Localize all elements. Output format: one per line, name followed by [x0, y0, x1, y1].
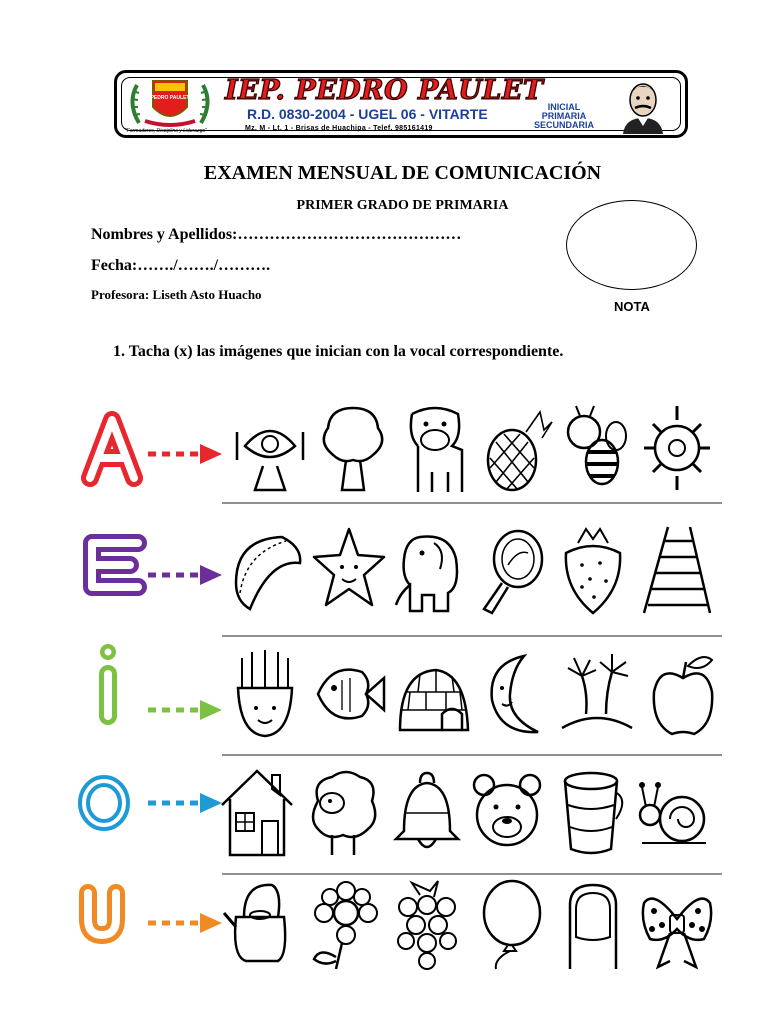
- flower-picture[interactable]: [306, 877, 380, 971]
- school-crest-logo: [125, 77, 215, 129]
- igloo-picture[interactable]: [396, 648, 470, 742]
- vowel-row-e: [0, 515, 768, 630]
- vowel-row-u: [0, 875, 768, 990]
- kettle-picture[interactable]: [222, 877, 296, 971]
- bucket-picture[interactable]: [554, 765, 628, 859]
- school-resolution: R.D. 0830-2004 - UGEL 06 - VITARTE: [247, 106, 488, 122]
- crest-text: PEDRO PAULET: [150, 95, 190, 101]
- bear-picture[interactable]: [470, 765, 544, 859]
- arrow-o: [140, 788, 230, 818]
- balloon-picture[interactable]: [474, 877, 548, 971]
- elephant-picture[interactable]: [390, 523, 464, 617]
- fingernail-picture[interactable]: [556, 877, 630, 971]
- mirror-picture[interactable]: [476, 523, 550, 617]
- school-name: IEP. PEDRO PAULET: [225, 75, 544, 106]
- grade-label: NOTA: [614, 299, 650, 314]
- snail-picture[interactable]: [636, 765, 710, 859]
- bell-picture[interactable]: [390, 765, 464, 859]
- vowel-i-letter: [60, 640, 165, 740]
- bee-picture[interactable]: [560, 402, 634, 496]
- question-instruction: 1. Tacha (x) las imágenes que inician con la vocal correspondiente.: [113, 343, 564, 360]
- grapes-picture[interactable]: [390, 877, 464, 971]
- grade-oval[interactable]: [566, 200, 697, 290]
- indian-girl-picture[interactable]: [228, 648, 302, 742]
- house-picture[interactable]: [220, 765, 294, 859]
- star-picture[interactable]: [312, 523, 386, 617]
- arrow-i: [140, 695, 230, 725]
- empanada-picture[interactable]: [230, 523, 304, 617]
- ladder-picture[interactable]: [640, 523, 714, 617]
- row-separator: [222, 635, 722, 637]
- sun-picture[interactable]: [640, 402, 714, 496]
- arrow-a: [140, 439, 230, 469]
- date-field[interactable]: Fecha:……./……./……….: [91, 257, 271, 274]
- bow-picture[interactable]: [640, 877, 714, 971]
- island-picture[interactable]: [560, 648, 634, 742]
- strawberry-picture[interactable]: [556, 523, 630, 617]
- student-name-field[interactable]: Nombres y Apellidos:……………………………………: [91, 226, 462, 243]
- sheep-picture[interactable]: [306, 765, 380, 859]
- exam-grade: PRIMER GRADO DE PRIMARIA: [296, 198, 509, 213]
- founder-portrait-image: [617, 78, 669, 134]
- school-motto: "Formadores, Disciplina y Liderazgo": [125, 128, 207, 134]
- level-primaria: PRIMARIA: [541, 111, 587, 121]
- teacher-name: Profesora: Liseth Asto Huacho: [91, 287, 262, 302]
- school-header: [114, 70, 688, 138]
- pineapple-picture[interactable]: [482, 402, 556, 496]
- level-secundaria: SECUNDARIA: [533, 120, 594, 130]
- arrow-u: [140, 908, 230, 938]
- exam-title: EXAMEN MENSUAL DE COMUNICACIÓN: [203, 162, 602, 184]
- vowel-row-a: [0, 400, 768, 515]
- apple-picture[interactable]: [646, 648, 720, 742]
- tree-picture[interactable]: [316, 402, 390, 496]
- fish-picture[interactable]: [312, 648, 386, 742]
- cow-picture[interactable]: [398, 402, 472, 496]
- level-inicial: INICIAL: [547, 102, 581, 112]
- arrow-e: [140, 560, 230, 590]
- school-levels: [519, 103, 609, 130]
- row-separator: [222, 502, 722, 504]
- school-address: Mz. M - Lt. 1 - Brisas de Huachipa - Telef. 985161419: [245, 125, 433, 132]
- vowel-row-o: [0, 755, 768, 870]
- moon-picture[interactable]: [478, 648, 552, 742]
- vowel-row-i: [0, 640, 768, 755]
- airplane-picture[interactable]: [233, 402, 307, 496]
